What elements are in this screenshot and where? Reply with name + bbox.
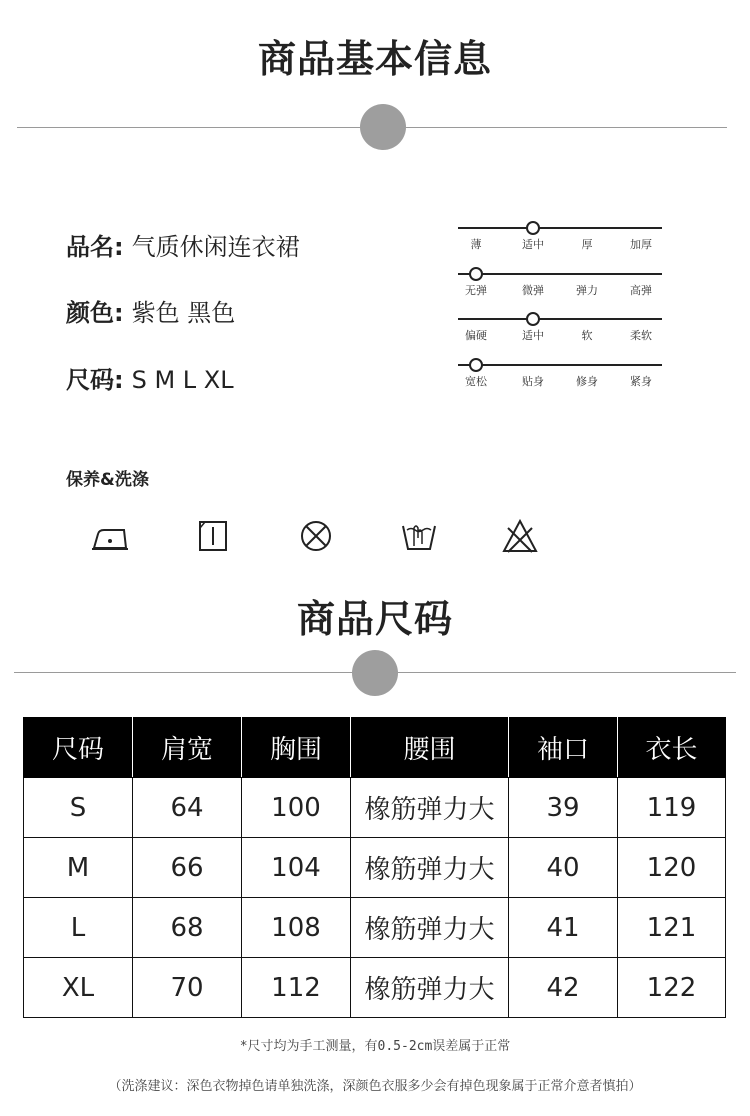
product-size-value: S M L XL	[131, 366, 234, 394]
scale-label: 适中	[522, 329, 544, 342]
table-cell: 橡筋弹力大	[351, 958, 509, 1018]
table-cell: 121	[618, 898, 726, 958]
scale-label: 偏硬	[465, 329, 487, 342]
table-header-row	[24, 718, 726, 778]
scale-label: 高弹	[630, 284, 652, 297]
table-cell: 120	[618, 838, 726, 898]
iron-low-heat-icon	[88, 516, 132, 556]
scale-label: 薄	[470, 238, 482, 251]
table-cell: 70	[133, 958, 242, 1018]
header-cuff: 袖口	[509, 718, 618, 778]
separator: :	[114, 233, 124, 261]
washing-note: （洗涤建议：深色衣物掉色请单独洗涤，深颜色衣服多少会有掉色现象属于正常介意者慎拍）	[108, 1079, 642, 1094]
table-row	[24, 838, 726, 898]
fit-scale	[458, 353, 662, 387]
thickness-scale	[458, 216, 662, 250]
table-cell: 41	[509, 898, 618, 958]
product-size-label: 尺码	[66, 366, 114, 394]
scale-marker	[469, 358, 483, 372]
table-row	[24, 958, 726, 1018]
no-bleach-icon	[498, 516, 542, 556]
scale-bar	[458, 273, 662, 275]
scale-label: 无弹	[465, 284, 487, 297]
size-table	[23, 717, 726, 1018]
product-name-label: 品名	[66, 233, 114, 261]
table-cell: 40	[509, 838, 618, 898]
scale-marker	[526, 312, 540, 326]
scale-label: 修身	[576, 375, 598, 388]
header-size: 尺码	[24, 718, 133, 778]
divider-dot	[360, 104, 406, 150]
table-cell: 64	[133, 778, 242, 838]
scale-label: 加厚	[630, 238, 652, 251]
scale-label: 柔软	[630, 329, 652, 342]
scale-bar	[458, 364, 662, 366]
table-cell: XL	[24, 958, 133, 1018]
basic-info-title: 商品基本信息	[257, 37, 492, 81]
table-cell: 122	[618, 958, 726, 1018]
softness-scale	[458, 307, 662, 341]
measurement-note: *尺寸均为手工测量，有0.5-2cm误差属于正常	[239, 1039, 511, 1054]
size-chart-title: 商品尺码	[296, 597, 453, 641]
scale-marker	[526, 221, 540, 235]
scale-label: 紧身	[630, 375, 652, 388]
product-color-line	[66, 293, 235, 328]
product-name-line	[66, 227, 300, 262]
hand-wash-icon	[397, 516, 441, 556]
product-color-value: 紫色 黑色	[131, 299, 236, 327]
table-cell: 119	[618, 778, 726, 838]
table-cell: 66	[133, 838, 242, 898]
table-cell: 橡筋弹力大	[351, 778, 509, 838]
scale-bar	[458, 227, 662, 229]
table-cell: 42	[509, 958, 618, 1018]
scale-bar	[458, 318, 662, 320]
separator: :	[114, 366, 124, 394]
product-color-label: 颜色	[66, 299, 114, 327]
scale-label: 微弹	[522, 284, 544, 297]
table-cell: 橡筋弹力大	[351, 898, 509, 958]
product-name-value: 气质休闲连衣裙	[131, 233, 300, 261]
no-tumble-dry-icon	[294, 516, 338, 556]
table-cell: M	[24, 838, 133, 898]
scale-label: 宽松	[465, 375, 487, 388]
header-length: 衣长	[618, 718, 726, 778]
divider-dot	[352, 650, 398, 696]
header-shoulder: 肩宽	[133, 718, 242, 778]
table-cell: 112	[242, 958, 351, 1018]
table-cell: 104	[242, 838, 351, 898]
elasticity-scale	[458, 262, 662, 296]
table-cell: S	[24, 778, 133, 838]
drip-dry-icon	[191, 516, 235, 556]
header-waist: 腰围	[351, 718, 509, 778]
table-cell: 橡筋弹力大	[351, 838, 509, 898]
care-title: 保养&洗涤	[66, 470, 149, 490]
scale-label: 厚	[581, 238, 593, 251]
table-row	[24, 898, 726, 958]
table-cell: 39	[509, 778, 618, 838]
table-cell: 68	[133, 898, 242, 958]
table-cell: 100	[242, 778, 351, 838]
scale-label: 贴身	[522, 375, 544, 388]
table-cell: 108	[242, 898, 351, 958]
header-chest: 胸围	[242, 718, 351, 778]
separator: :	[114, 299, 124, 327]
table-cell: L	[24, 898, 133, 958]
scale-label: 适中	[522, 238, 544, 251]
product-size-line	[66, 360, 234, 395]
scale-marker	[469, 267, 483, 281]
scale-label: 软	[581, 329, 593, 342]
scale-label: 弹力	[576, 284, 598, 297]
table-row	[24, 778, 726, 838]
